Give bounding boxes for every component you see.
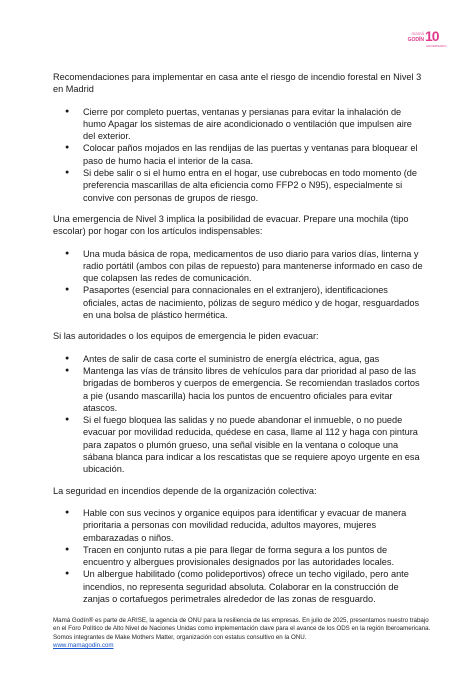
logo-wordmark: mamá GODÍN [407,31,424,43]
section-intro: Recomendaciones para implementar en casa ante el riesgo de incendio forestal en Nivel 3 en Madrid [53,72,422,95]
list-item: ● Colocar paños mojados en las rendijas de las puertas y ventanas para bloquear el paso de humo hacia el interior de la casa. [53,142,425,167]
document-body [53,71,425,614]
section-intro: La seguridad en incendios depende de la organización colectiva: [53,485,317,496]
list-item: ● Pasaportes (esencial para connacionales en el extranjero), identificaciones oficiales, actas de nacimiento, pólizas de seguro médico y de hogar, resguardados en una bolsa de plástico hermética. [53,284,425,321]
list-item: ● Antes de salir de casa corte el suministro de energía eléctrica, agua, gas [53,353,425,365]
list-item: ● Si debe salir o si el humo entra en el hogar, use cubrebocas en todo momento (de preferencia mascarillas de alta eficiencia como FFP2 o N95), especialmente si convive con personas de grupos de riesgo. [53,167,425,204]
section-intro: Una emergencia de Nivel 3 implica la posibilidad de evacuar. Prepare una mochila (tipo escolar) por hogar con los artículos indispensables: [53,213,409,237]
website-link[interactable]: www.mamagodin.com [53,642,114,650]
list-item: ● Mantenga las vías de tránsito libres de vehículos para dar prioridad al paso de las brigadas de bomberos y cuerpos de emergencia. Se recomiendan traslados cortos a pie (usando mascarilla) hacia los puntos de encuentro oficiales para evitar atascos. [53,365,425,414]
list-item: ● Un albergue habilitado (como polideportivos) ofrece un techo vigilado, pero ante incendios, no representa seguridad absoluta. Colaborar en la construcción de zanjas o cortafuegos perimetrales alrededor de las zonas de resguardo. [53,568,425,605]
logo-anniversary-number: 10 [425,28,439,44]
list-item: ● Si el fuego bloquea las salidas y no puede abandonar el inmueble, o no puede evacuar por movilidad reducida, quédese en casa, llame al 112 y haga con pintura para zapatos o plumón grueso, una señal visible en la ventana o coloque una sábana blanca para indicar a los rescatistas que se requiere apoyo urgente en esa ubicación. [53,414,425,475]
section-intro: Si las autoridades o los equipos de emergencia le piden evacuar: [53,331,319,342]
list-item: ● Tracen en conjunto rutas a pie para llegar de forma segura a los puntos de encuentro y albergues provisionales designados por las autoridades locales. [53,544,425,569]
bullet-list [53,507,425,605]
list-item: ● Hable con sus vecinos y organice equipos para identificar y evacuar de manera prioritaria a personas con movilidad reducida, adultos mayores, mujeres embarazadas o niños. [53,507,425,544]
list-item: ● Cierre por completo puertas, ventanas y persianas para evitar la inhalación de humo Apagar los sistemas de aire acondicionado o ventilación que impulsen aire del exterior. [53,106,425,143]
brand-logo [404,28,447,53]
page-footer [53,617,433,651]
logo-anniversary-label: ANIVERSARIO [426,44,447,48]
bullet-list [53,248,425,322]
list-item: ● Una muda básica de ropa, medicamentos de uso diario para varios días, linterna y radio portátil (ambos con pilas de repuesto) para mantenerse informado en caso de que colapsen las redes de comunicación. [53,248,425,285]
footer-text: Mamá Godín® es parte de ARISE, la agencia de ONU para la resiliencia de las empresas. En julio de 2025, presentamos nuestro trabajo en el Foro Político de Alto Nivel de Naciones Unidas como implementación clave para el avance de los ODS en la región Iberoamericana. Somos integrantes de Make Mothers Matter, organización con estatus consultivo en la ONU. [53,617,431,641]
bullet-list [53,106,425,204]
bullet-list [53,353,425,476]
